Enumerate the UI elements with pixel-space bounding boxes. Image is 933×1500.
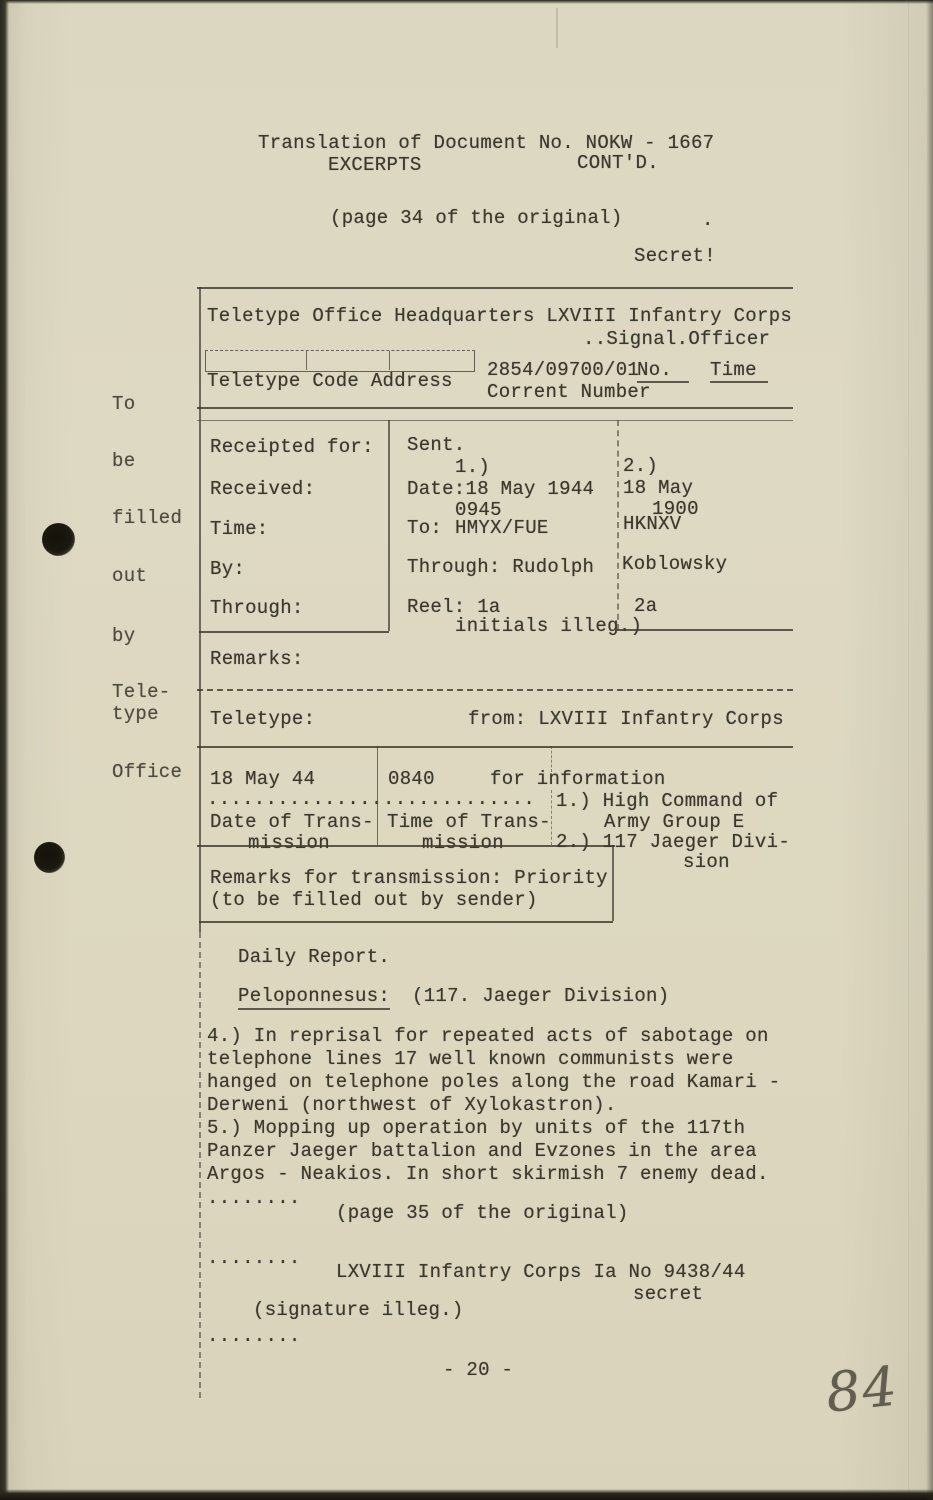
paragraph-5-line: 5.) Mopping up operation by units of the 117th (207, 1117, 746, 1139)
ellipsis-row: ........ (207, 1187, 301, 1209)
excerpts-label: EXCERPTS (328, 154, 422, 176)
form-rule (197, 420, 793, 421)
secret-note: secret (633, 1283, 704, 1305)
transmission-divider-2 (551, 790, 552, 845)
time-column-label (710, 360, 768, 383)
corps-reference-line: LXVIII Infantry Corps Ia No 9438/44 (336, 1261, 746, 1283)
office-header: Teletype Office Headquarters LXVIII Infantry Corps (207, 305, 793, 327)
info-recipient-1b: Army Group E (604, 811, 745, 833)
time-label: Time: (210, 518, 269, 540)
sent-reel1: Reel: 1a (407, 596, 501, 618)
by-label: By: (210, 558, 246, 580)
transmission-time-value: 0840 (388, 768, 435, 790)
page-35-reference: (page 35 of the original) (336, 1202, 629, 1224)
no-column-label (637, 360, 689, 383)
sent-item2-number: 2.) (623, 455, 659, 477)
sent-date1: Date:18 May 1944 (407, 478, 595, 500)
for-information-header: for information (490, 768, 666, 790)
transmission-date-label: Date of Trans- (210, 811, 374, 833)
region-heading (238, 986, 390, 1006)
ellipsis-row: ........ (207, 1325, 301, 1347)
footer-page-number: - 20 - (443, 1359, 514, 1381)
sent-time2: 1900 (652, 498, 699, 520)
teletype-from: from: LXVIII Infantry Corps (468, 708, 784, 730)
margin-note-word: Tele- (112, 681, 171, 703)
code-address-label: Teletype Code Address (207, 370, 453, 392)
receipted-for-label: Receipted for: (210, 436, 374, 458)
scan-edge-left (0, 0, 9, 1500)
margin-note-word: out (112, 565, 148, 587)
margin-note-word: filled (112, 507, 183, 529)
sent-column-divider (617, 420, 619, 630)
sent-date2: 18 May (623, 477, 694, 499)
sent-reel2: 2a (634, 595, 658, 617)
no-label-text: No. (637, 360, 689, 383)
sender-remarks-box-right (612, 845, 614, 921)
received-label: Received: (210, 478, 316, 500)
remarks-label: Remarks: (210, 648, 304, 670)
code-number: 2854/09700/01 (487, 359, 640, 381)
scan-edge-right (926, 0, 933, 1500)
teletype-label: Teletype: (210, 708, 316, 730)
punch-hole (42, 523, 75, 556)
transmission-rule (197, 845, 615, 847)
sent-bottom-underline (617, 629, 793, 631)
sent-to2: HKNXV (623, 513, 682, 535)
form-rule (197, 746, 793, 748)
paragraph-5-line: Argos - Neakios. In short skirmish 7 enemy dead. (207, 1163, 769, 1185)
form-rule-left (199, 287, 201, 932)
sent-through1: Through: Rudolph (407, 556, 595, 578)
margin-note-word: by (112, 625, 136, 647)
scan-edge-bottom (0, 1489, 933, 1500)
classification-secret: Secret! (634, 245, 716, 267)
sender-remarks-box-bottom (199, 921, 613, 923)
paragraph-4-line: hanged on telephone poles along the road Kamari - (207, 1071, 781, 1093)
paragraph-4-line: 4.) In reprisal for repeated acts of sabotage on (207, 1025, 769, 1047)
margin-note-word: be (112, 450, 136, 472)
paragraph-4-line: Derweni (northwest of Xylokastron). (207, 1094, 617, 1116)
margin-note-word: type (112, 703, 159, 725)
form-rule (197, 407, 793, 409)
scan-edge-top (0, 0, 933, 4)
transmission-date-label2: mission (248, 832, 330, 854)
margin-note-word: Office (112, 761, 183, 783)
code-address-box (205, 350, 475, 372)
code-address-box-divider (389, 351, 390, 370)
info-recipient-2: 2.) 117 Jaeger Divi- (556, 831, 791, 853)
paragraph-4-line: telephone lines 17 well known communists were (207, 1048, 734, 1070)
sent-initials-note: initials illeg.) (455, 615, 643, 637)
sent-through2: Koblowsky (622, 553, 728, 575)
receipt-box-right-border (388, 420, 390, 631)
transmission-time-dots: ............. (383, 788, 536, 810)
signal-officer: ..Signal.Officer (583, 328, 771, 350)
margin-note-word: To (112, 393, 136, 415)
sent-item1-number: 1.) (455, 456, 491, 478)
through-label: Through: (210, 597, 304, 619)
sent-to-label: To: (407, 517, 443, 539)
document-title: Translation of Document No. NOKW - 1667 (258, 132, 715, 154)
stray-period: . (702, 209, 714, 231)
punch-hole (34, 842, 65, 873)
sent-time1: 0945 (455, 499, 502, 521)
daily-report-heading: Daily Report. (238, 946, 391, 968)
paragraph-5-line: Panzer Jaeger battalion and Evzones in the area (207, 1140, 757, 1162)
sender-remarks-line2: (to be filled out by sender) (210, 889, 538, 911)
transmission-date-value: 18 May 44 (210, 768, 316, 790)
paper-crease (908, 0, 909, 1500)
code-address-box-divider (306, 351, 307, 370)
page-reference: (page 34 of the original) (330, 207, 623, 229)
receipt-box-bottom-border (199, 631, 389, 633)
transmission-time-label: Time of Trans- (387, 811, 551, 833)
paper-crease (556, 8, 558, 48)
sent-label: Sent. (407, 434, 466, 456)
ellipsis-row: ........ (207, 1247, 301, 1269)
region-heading-text: Peloponnesus: (238, 985, 390, 1010)
signature-note: (signature illeg.) (253, 1299, 464, 1321)
contd-label: CONT'D. (577, 152, 659, 174)
current-number-label: Corrent Number (487, 381, 651, 403)
form-rule (197, 689, 793, 691)
sent-to1: HMYX/FUE (455, 517, 549, 539)
time-label-text: Time (710, 360, 768, 383)
form-rule-left-lower (199, 932, 201, 1398)
handwritten-page-number: 84 (822, 1354, 902, 1425)
info-recipient-1: 1.) High Command of (556, 790, 779, 812)
transmission-time-label2: mission (422, 832, 504, 854)
sender-remarks-line1: Remarks for transmission: Priority (210, 867, 608, 889)
form-rule-top (197, 287, 793, 289)
info-recipient-2b: sion (683, 851, 730, 873)
region-note: (117. Jaeger Division) (412, 985, 670, 1007)
transmission-date-dots: ............... (207, 788, 383, 810)
